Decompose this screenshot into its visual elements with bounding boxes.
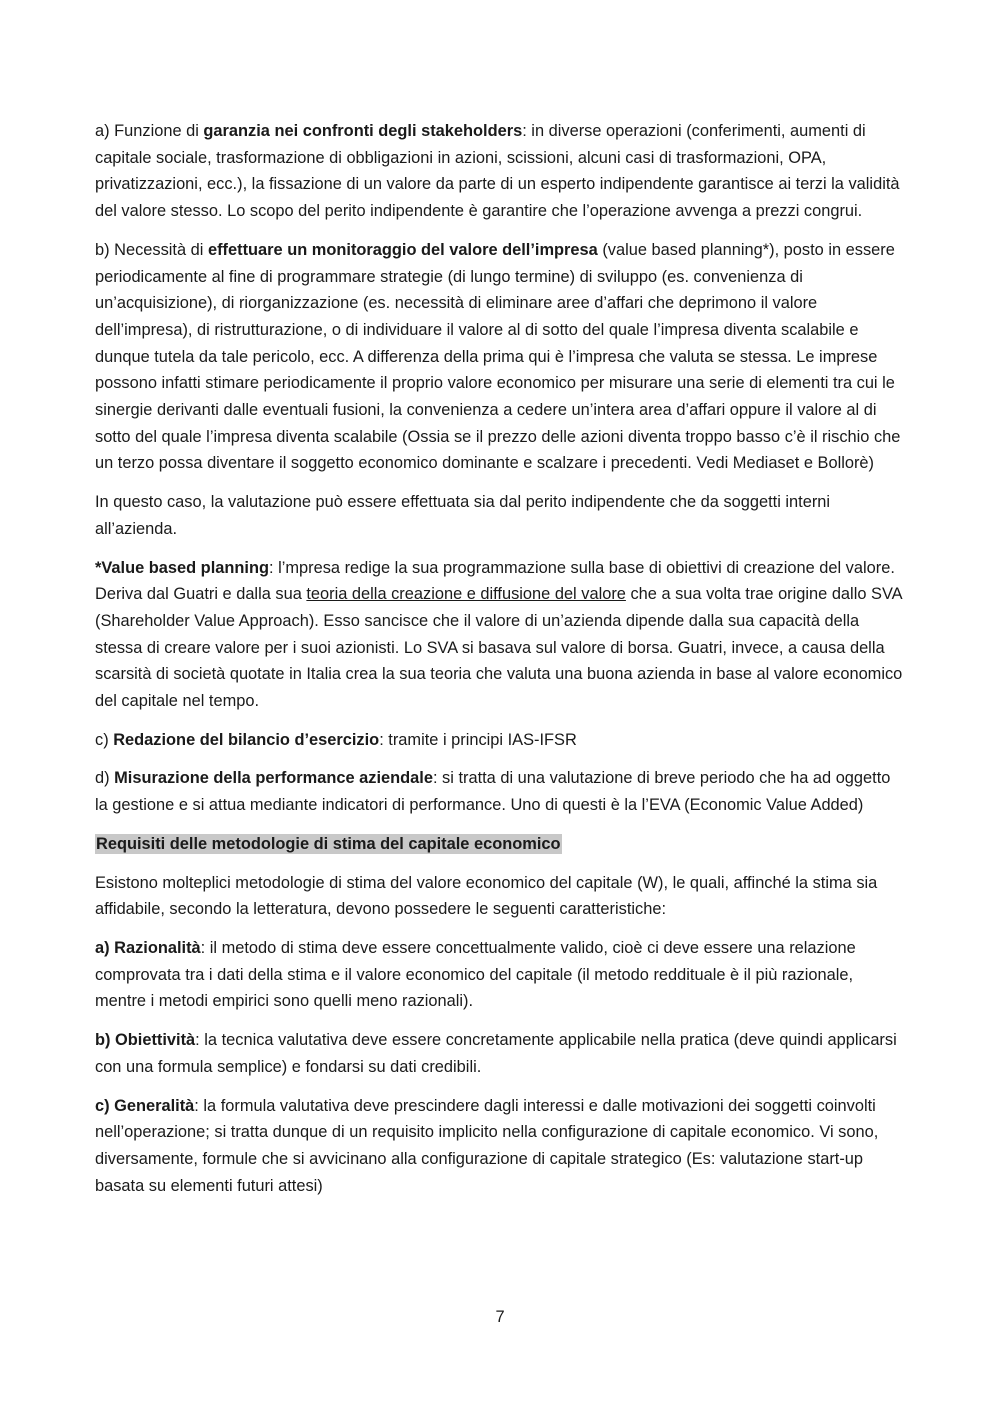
paragraph-bilancio: c) Redazione del bilancio d’esercizio: tramite i principi IAS-IFSR [95, 730, 577, 749]
term-performance: Misurazione della performance aziendale [114, 769, 433, 788]
paragraph-obiettivita: b) Obiettività: la tecnica valutativa deve essere concretamente applicabile nella pratica (deve quindi applicarsi con una formula semplice) e fondarsi su dati credibili. [95, 1031, 897, 1076]
term-value-based-planning: *Value based planning [95, 558, 269, 577]
term-generalita: c) Generalità [95, 1096, 195, 1115]
underlined-theory: teoria della creazione e diffusione del valore [306, 585, 626, 604]
paragraph-monitoraggio: b) Necessità di effettuare un monitoraggio del valore dell’impresa (value based planning*), posto in essere periodicamente al fine di programmare strategie (di lungo termine) di sviluppo (es. convenienza di un’acquisizione), di riorganizzazione (es. necessità di eliminare aree d’affari che deprimono il valore dell’impresa), di ristrutturazione, o di individuare il valore al di sotto del quale l’impresa diventa scalabile e dunque tutela da tale pericolo, ecc. A differenza della prima qui è l’impresa che valuta se stessa. Le imprese possono infatti stimare periodicamente il proprio valore economico per misurare una serie di elementi tra cui le sinergie derivanti dalle eventuali fusioni, la convenienza a cedere un’intera area d’affari oppure il valore al di sotto del quale l’impresa diventa scalabile (Ossia se il prezzo delle azioni diventa troppo basso c’è il rischio che un terzo possa diventare il soggetto economico dominante e scalzare i precedenti. Vedi Mediaset e Bollorè) [95, 240, 901, 473]
paragraph-razionalita: a) Razionalità: il metodo di stima deve essere concettualmente valido, cioè ci deve essere una relazione comprovata tra i dati della stima e il valore economico del capitale (il metodo reddituale è il più razionale, mentre i metodi empirici sono quelli meno razionali). [95, 938, 856, 1011]
term-bilancio: Redazione del bilancio d’esercizio [113, 730, 380, 749]
page-number: 7 [495, 1308, 505, 1326]
term-razionalita: a) Razionalità [95, 938, 201, 957]
paragraph-value-based-planning: *Value based planning: l’mpresa redige la sua programmazione sulla base di obiettivi di creazione del valore. Deriva dal Guatri e dalla sua teoria della creazione e diffusione del valore che a sua volta trae origine dallo SVA (Shareholder Value Approach). Esso sancisce che il valore di un’azienda dipende dalla sua capacità della stessa di creare valore per i suoi azionisti. Lo SVA si basava sul valore di borsa. Guatri, invece, a causa della scarsità di società quotate in Italia crea la sua teoria che valuta una buona azienda in base al valore economico del capitale nel tempo. [95, 558, 903, 711]
paragraph-garanzia: a) Funzione di garanzia nei confronti degli stakeholders: in diverse operazioni (conferimenti, aumenti di capitale sociale, trasformazione di obbligazioni in azioni, scissioni, alcuni casi di trasformazioni, OPA, privatizzazioni, ecc.), la fissazione di un valore da parte di un esperto indipendente garantisce ai terzi la validità del valore stesso. Lo scopo del perito indipendente è garantire che l’operazione avvenga a prezzi congrui. [95, 122, 900, 221]
paragraph-case-note: In questo caso, la valutazione può essere effettuata sia dal perito indipendente che da soggetti interni all’azienda. [95, 493, 831, 538]
paragraph-performance: d) Misurazione della performance aziendale: si tratta di una valutazione di breve periodo che ha ad oggetto la gestione e si attua mediante indicatori di performance. Uno di questi è la l’EVA (Economic Value Added) [95, 769, 891, 815]
term-obiettivita: b) Obiettività [95, 1031, 196, 1050]
document-page [95, 118, 907, 1211]
section-heading-wrap [95, 831, 907, 858]
paragraph-intro: Esistono molteplici metodologie di stima del valore economico del capitale (W), le quali, affinché la stima sia affidabile, secondo la letteratura, devono possedere le seguenti caratteristiche: [95, 873, 878, 919]
term-garanzia: garanzia nei confronti degli stakeholders [203, 122, 523, 140]
section-heading: Requisiti delle metodologie di stima del capitale economico [96, 834, 561, 853]
paragraph-generalita: c) Generalità: la formula valutativa deve prescindere dagli interessi e dalle motivazioni dei soggetti coinvolti nell’operazione; si tratta dunque di un requisito implicito nella configurazione di capitale economico. Vi sono, diversamente, formule che si avvicinano alla configurazione di capitale strategico (Es: valutazione start-up basata su elementi futuri attesi) [95, 1096, 879, 1195]
term-monitoraggio: effettuare un monitoraggio del valore dell’impresa [207, 240, 598, 259]
